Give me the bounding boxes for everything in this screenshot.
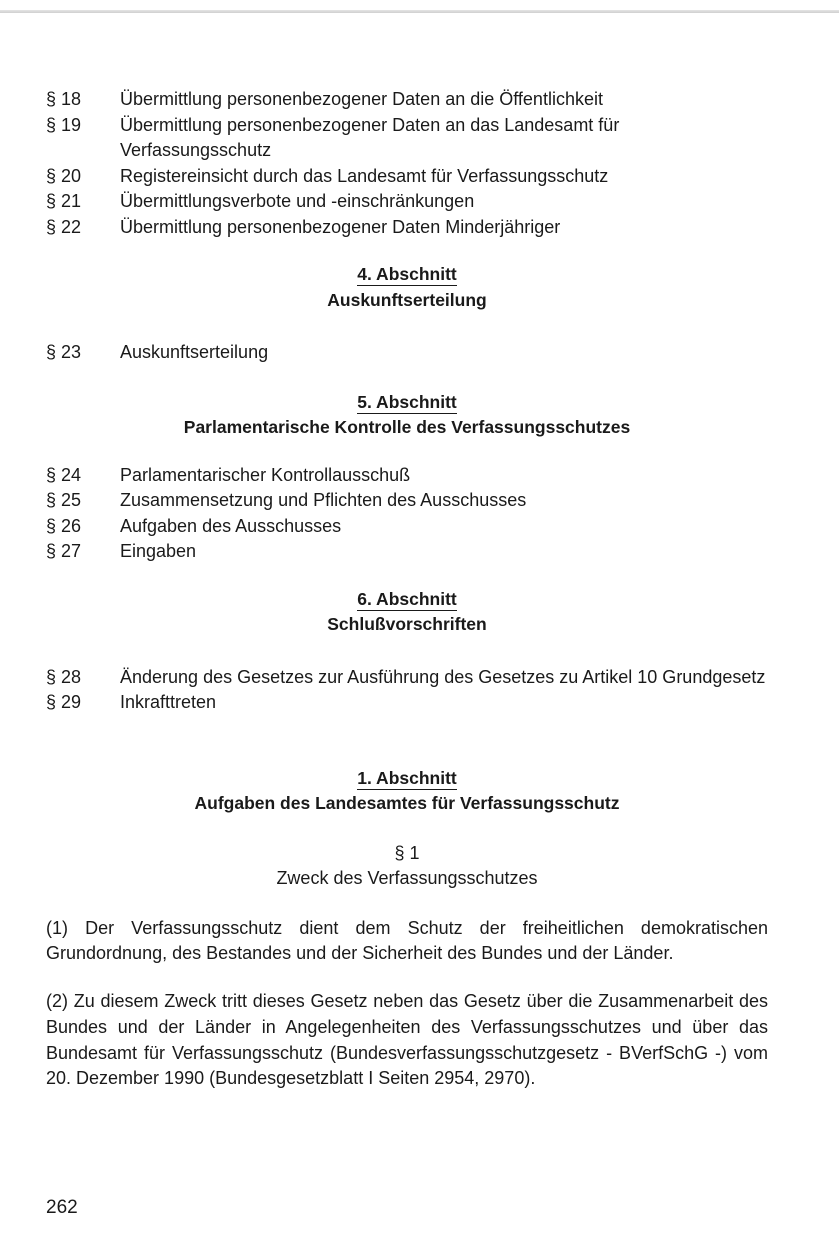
toc-text: Übermittlung personenbezogener Daten an das Landesamt für Verfassungsschutz	[120, 114, 620, 160]
toc-entry	[46, 164, 768, 190]
toc-entry	[46, 215, 768, 241]
toc-number: § 23	[46, 342, 82, 362]
toc-number: § 25	[46, 490, 82, 510]
section-heading-5	[46, 390, 768, 441]
toc-entry	[46, 690, 768, 716]
toc-text: Übermittlungsverbote und -einschränkungen	[120, 191, 475, 211]
toc-text: Registereinsicht durch das Landesamt für Verfassungsschutz	[120, 165, 609, 186]
toc-entry	[46, 189, 768, 215]
section-title: Parlamentarische Kontrolle des Verfassungsschutzes	[183, 417, 631, 437]
toc-text: Inkrafttreten	[120, 692, 217, 712]
toc-entry	[46, 87, 768, 113]
body-paragraph: (1) Der Verfassungsschutz dient dem Schutz der freiheitlichen demokratischen Grundordnung, des Bestandes und der Sicherheit des Bundes und der Länder.	[46, 917, 768, 964]
paragraph-number: § 1	[394, 842, 420, 863]
toc-text: Zusammensetzung und Pflichten des Ausschusses	[120, 490, 527, 510]
toc-text: Eingaben	[120, 541, 197, 561]
toc-number: § 28	[46, 666, 82, 687]
toc-number: § 22	[46, 216, 82, 237]
section-heading-4	[46, 262, 768, 313]
toc-number: § 26	[46, 515, 82, 536]
toc-group-5	[46, 463, 768, 565]
toc-group-4	[46, 340, 768, 366]
toc-group-3	[46, 87, 768, 240]
section-number: 1. Abschnitt	[357, 767, 457, 788]
toc-entry	[46, 340, 768, 366]
toc-number: § 20	[46, 165, 82, 186]
toc-entry	[46, 113, 768, 164]
toc-text: Parlamentarischer Kontrollausschuß	[120, 464, 411, 485]
toc-group-6	[46, 665, 768, 716]
toc-entry	[46, 463, 768, 489]
scan-top-edge	[0, 10, 839, 13]
document-page	[46, 87, 768, 1092]
page-number: 262	[46, 1197, 78, 1218]
toc-entry	[46, 665, 768, 691]
section-number: 6. Abschnitt	[357, 588, 457, 609]
toc-text: Übermittlung personenbezogener Daten Minderjähriger	[120, 216, 561, 237]
section-title: Schlußvorschriften	[327, 614, 487, 634]
section-heading-6	[46, 587, 768, 638]
section-title: Aufgaben des Landesamtes für Verfassungsschutz	[194, 793, 620, 813]
toc-text: Änderung des Gesetzes zur Ausführung des Gesetzes zu Artikel 10 Grundgesetz	[120, 666, 766, 687]
toc-number: § 18	[46, 89, 82, 109]
paragraph-title: Zweck des Verfassungsschutzes	[276, 868, 538, 888]
section-number: 5. Abschnitt	[357, 391, 457, 412]
toc-number: § 29	[46, 692, 82, 712]
toc-text: Übermittlung personenbezogener Daten an die Öffentlichkeit	[120, 89, 603, 109]
toc-number: § 21	[46, 191, 82, 211]
toc-number: § 24	[46, 464, 82, 485]
section-number: 4. Abschnitt	[357, 264, 457, 284]
toc-number: § 19	[46, 114, 82, 135]
paragraph-heading	[46, 841, 768, 892]
body-paragraph: (2) Zu diesem Zweck tritt dieses Gesetz neben das Gesetz über die Zusammenarbeit des Bundes und der Länder in Angelegenheiten des Verfassungsschutzes und über das Bundesamt für Verfassungsschutz (Bundesverfassungsschutzgesetz - BVerfSchG -) vom 20. Dezember 1990 (Bundesgesetzblatt I Seiten 2954, 2970).	[46, 991, 768, 1089]
section-title: Auskunftserteilung	[327, 289, 487, 310]
toc-entry	[46, 514, 768, 540]
section-heading-1	[46, 766, 768, 817]
toc-text: Aufgaben des Ausschusses	[120, 515, 342, 536]
toc-entry	[46, 539, 768, 565]
toc-entry	[46, 488, 768, 514]
toc-text: Auskunftserteilung	[120, 342, 269, 362]
toc-number: § 27	[46, 541, 82, 561]
